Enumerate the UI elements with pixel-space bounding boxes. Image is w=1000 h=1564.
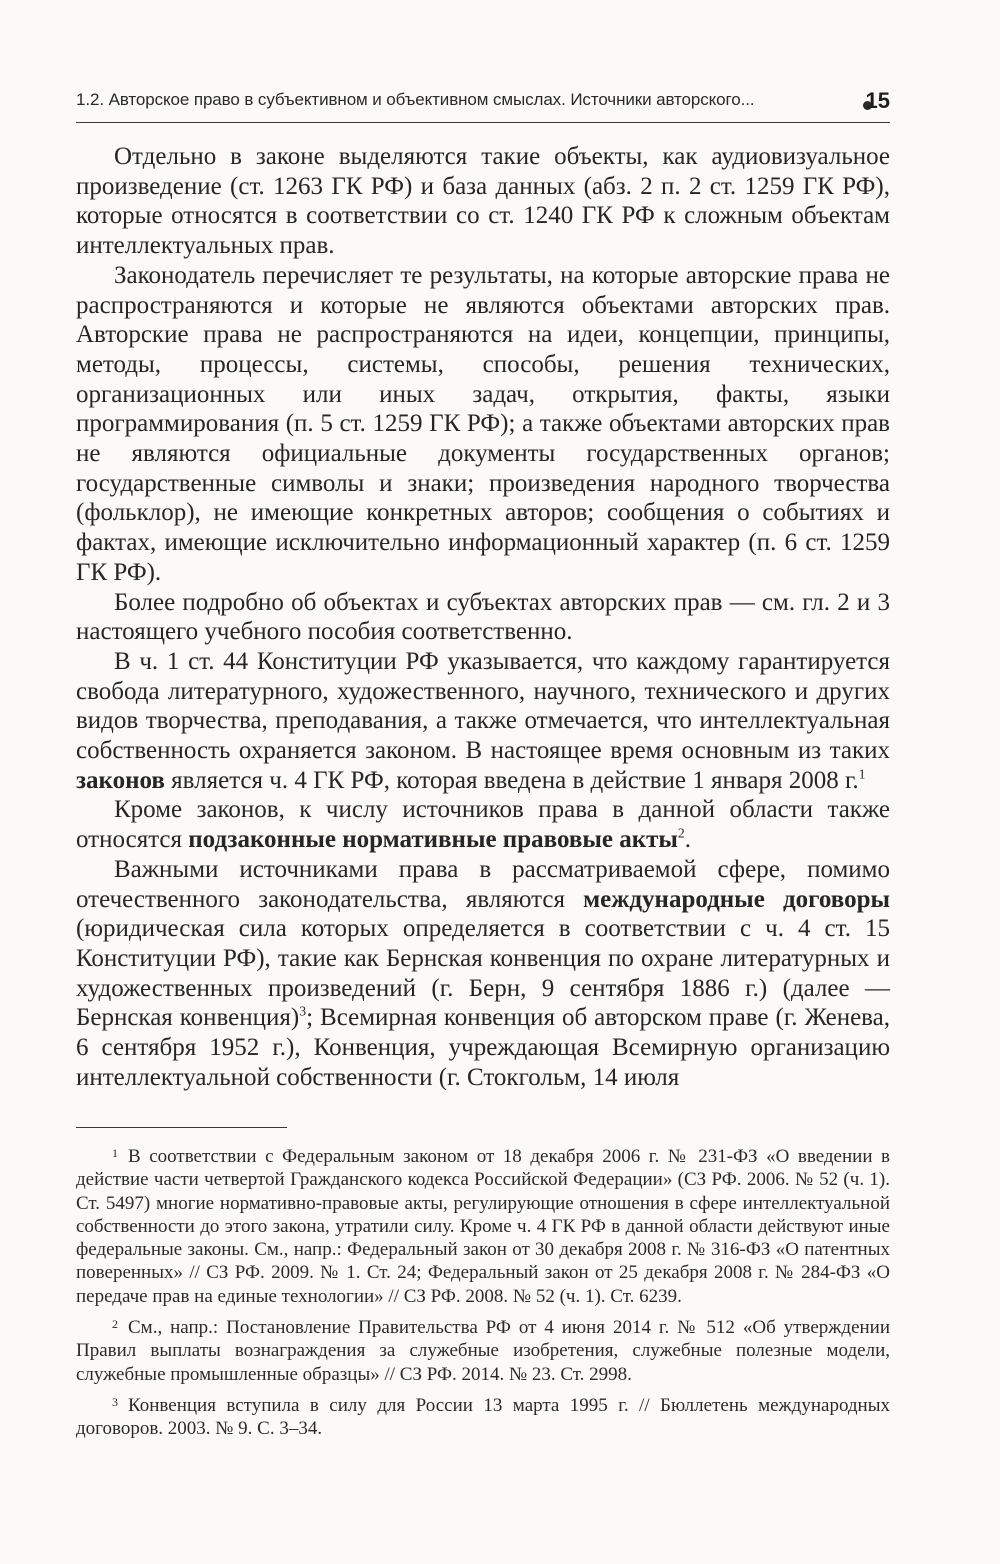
paragraph	[76, 261, 890, 588]
paragraph-text: Отдельно в законе выделяются такие объекты, как аудиовизуальное произведение (ст. 1263 ГК РФ) и база данных (абз. 2 п. 2 ст. 1259 ГК РФ), которые относятся в соответствии со ст. 1240 ГК РФ к сложным объектам интеллектуальных прав.	[76, 143, 890, 260]
paragraph-text: Более подробно об объектах и субъектах авторских прав — см. гл. 2 и 3 настоящего учебного пособия соответственно.	[76, 588, 890, 646]
footnote-ref[interactable]: 1	[858, 766, 866, 782]
footnote-divider	[76, 1127, 287, 1128]
paragraph-text: является ч. 4 ГК РФ, которая введена в действие 1 января 2008 г.	[164, 766, 859, 794]
footnotes	[76, 1142, 890, 1446]
running-header	[76, 88, 890, 123]
paragraph-text: В ч. 1 ст. 44 Конституции РФ указывается, что каждому гарантируется свобода литературного, художественного, научного, технического и других видов творчества, преподавания, а также отмечается, что интеллектуальная собственность охраняется законом. В настоящее время основным из таких	[76, 647, 890, 765]
paragraph	[76, 855, 890, 1093]
footnote	[76, 1142, 890, 1308]
footnote-text: См., напр.: Постановление Правительства РФ от 4 июня 2014 г. № 512 «Об утверждении Правил выплаты вознаграждения за служебные изобретения, служебные полезные модели, служебные промышленные образцы» // СЗ РФ. 2014. № 23. Ст. 2998.	[76, 1317, 890, 1385]
footnote-text: В соответствии с Федеральным законом от 18 декабря 2006 г. № 231-ФЗ «О введении в действие части четвертой Гражданского кодекса Российской Федерации» (СЗ РФ. 2006. № 52 (ч. 1). Ст. 5497) многие нормативно-правовые акты, регулирующие отношения в сфере интеллектуальной собственности до этого закона, утратили силу. Кроме ч. 4 ГК РФ в данной области действуют иные федеральные законы. См., напр.: Федеральный закон от 30 декабря 2008 г. № 316-ФЗ «О патентных поверенных» // СЗ РФ. 2009. № 1. Ст. 24; Федеральный закон от 25 декабря 2008 г. № 284-ФЗ «О передаче прав на единые технологии» // СЗ РФ. 2008. № 52 (ч. 1). Ст. 6239.	[76, 1146, 890, 1307]
footnote-ref[interactable]: 2	[677, 825, 685, 841]
footnote-ref[interactable]: 3	[299, 1004, 307, 1020]
running-title: 1.2. Авторское право в субъективном и объективном смыслах. Источники авторского...	[76, 90, 755, 109]
paragraph-text: Важными источниками права в рассматриваемой сфере, помимо отечественного законодательства, являются	[76, 855, 890, 913]
footnote	[76, 1391, 890, 1441]
paragraph-text: Законодатель перечисляет те результаты, на которые авторские права не распространяются и которые не являются объектами авторских прав. Авторские права не распространяются на идеи, концепции, принципы, методы, процессы, системы, способы, решения технических, организационных или иных задач, открытия, факты, языки программирования (п. 5 ст. 1259 ГК РФ); а также объектами авторских прав не являются официальные документы государственных органов; государственные символы и знаки; произведения народного творчества (фольклор), не имеющие конкретных авторов; сообщения о событиях и фактах, имеющие исключительно информационный характер (п. 6 ст. 1259 ГК РФ).	[76, 261, 890, 586]
footnote-text: Конвенция вступила в силу для России 13 марта 1995 г. // Бюллетень международных договоров. 2003. № 9. С. 3–34.	[76, 1394, 890, 1440]
paragraph	[76, 795, 890, 854]
emphasis-term: законов	[76, 766, 165, 794]
paragraph	[76, 588, 890, 647]
paragraph	[76, 142, 890, 261]
paragraph-text: ; Всемирная конвенция об авторском праве (г. Женева, 6 сентября 1952 г.), Конвенция, учреждающая Всемирную организацию интеллектуальной собственности (г. Стокгольм, 14 июля	[76, 1004, 890, 1091]
paragraph-text: (юридическая сила которых определяется в соответствии с ч. 4 ст. 15 Конституции РФ), такие как Бернская конвенция по охране литературных и художественных произведений (г. Берн, 9 сентября 1886 г.) (далее — Бернская конвенция)	[76, 915, 890, 1032]
footnote-mark: 3	[112, 1394, 118, 1409]
main-text	[76, 142, 890, 1093]
paragraph	[76, 647, 890, 796]
page-number: 15	[865, 88, 890, 113]
footnote-mark: 1	[112, 1146, 118, 1160]
footnote	[76, 1313, 890, 1386]
emphasis-term: подзаконные нормативные правовые акты	[188, 826, 678, 854]
paragraph-text: Кроме законов, к числу источников права в данной области также относятся	[76, 796, 890, 854]
footnote-mark: 2	[112, 1317, 118, 1332]
emphasis-term: международные договоры	[583, 885, 890, 913]
paragraph-text: .	[684, 826, 692, 854]
